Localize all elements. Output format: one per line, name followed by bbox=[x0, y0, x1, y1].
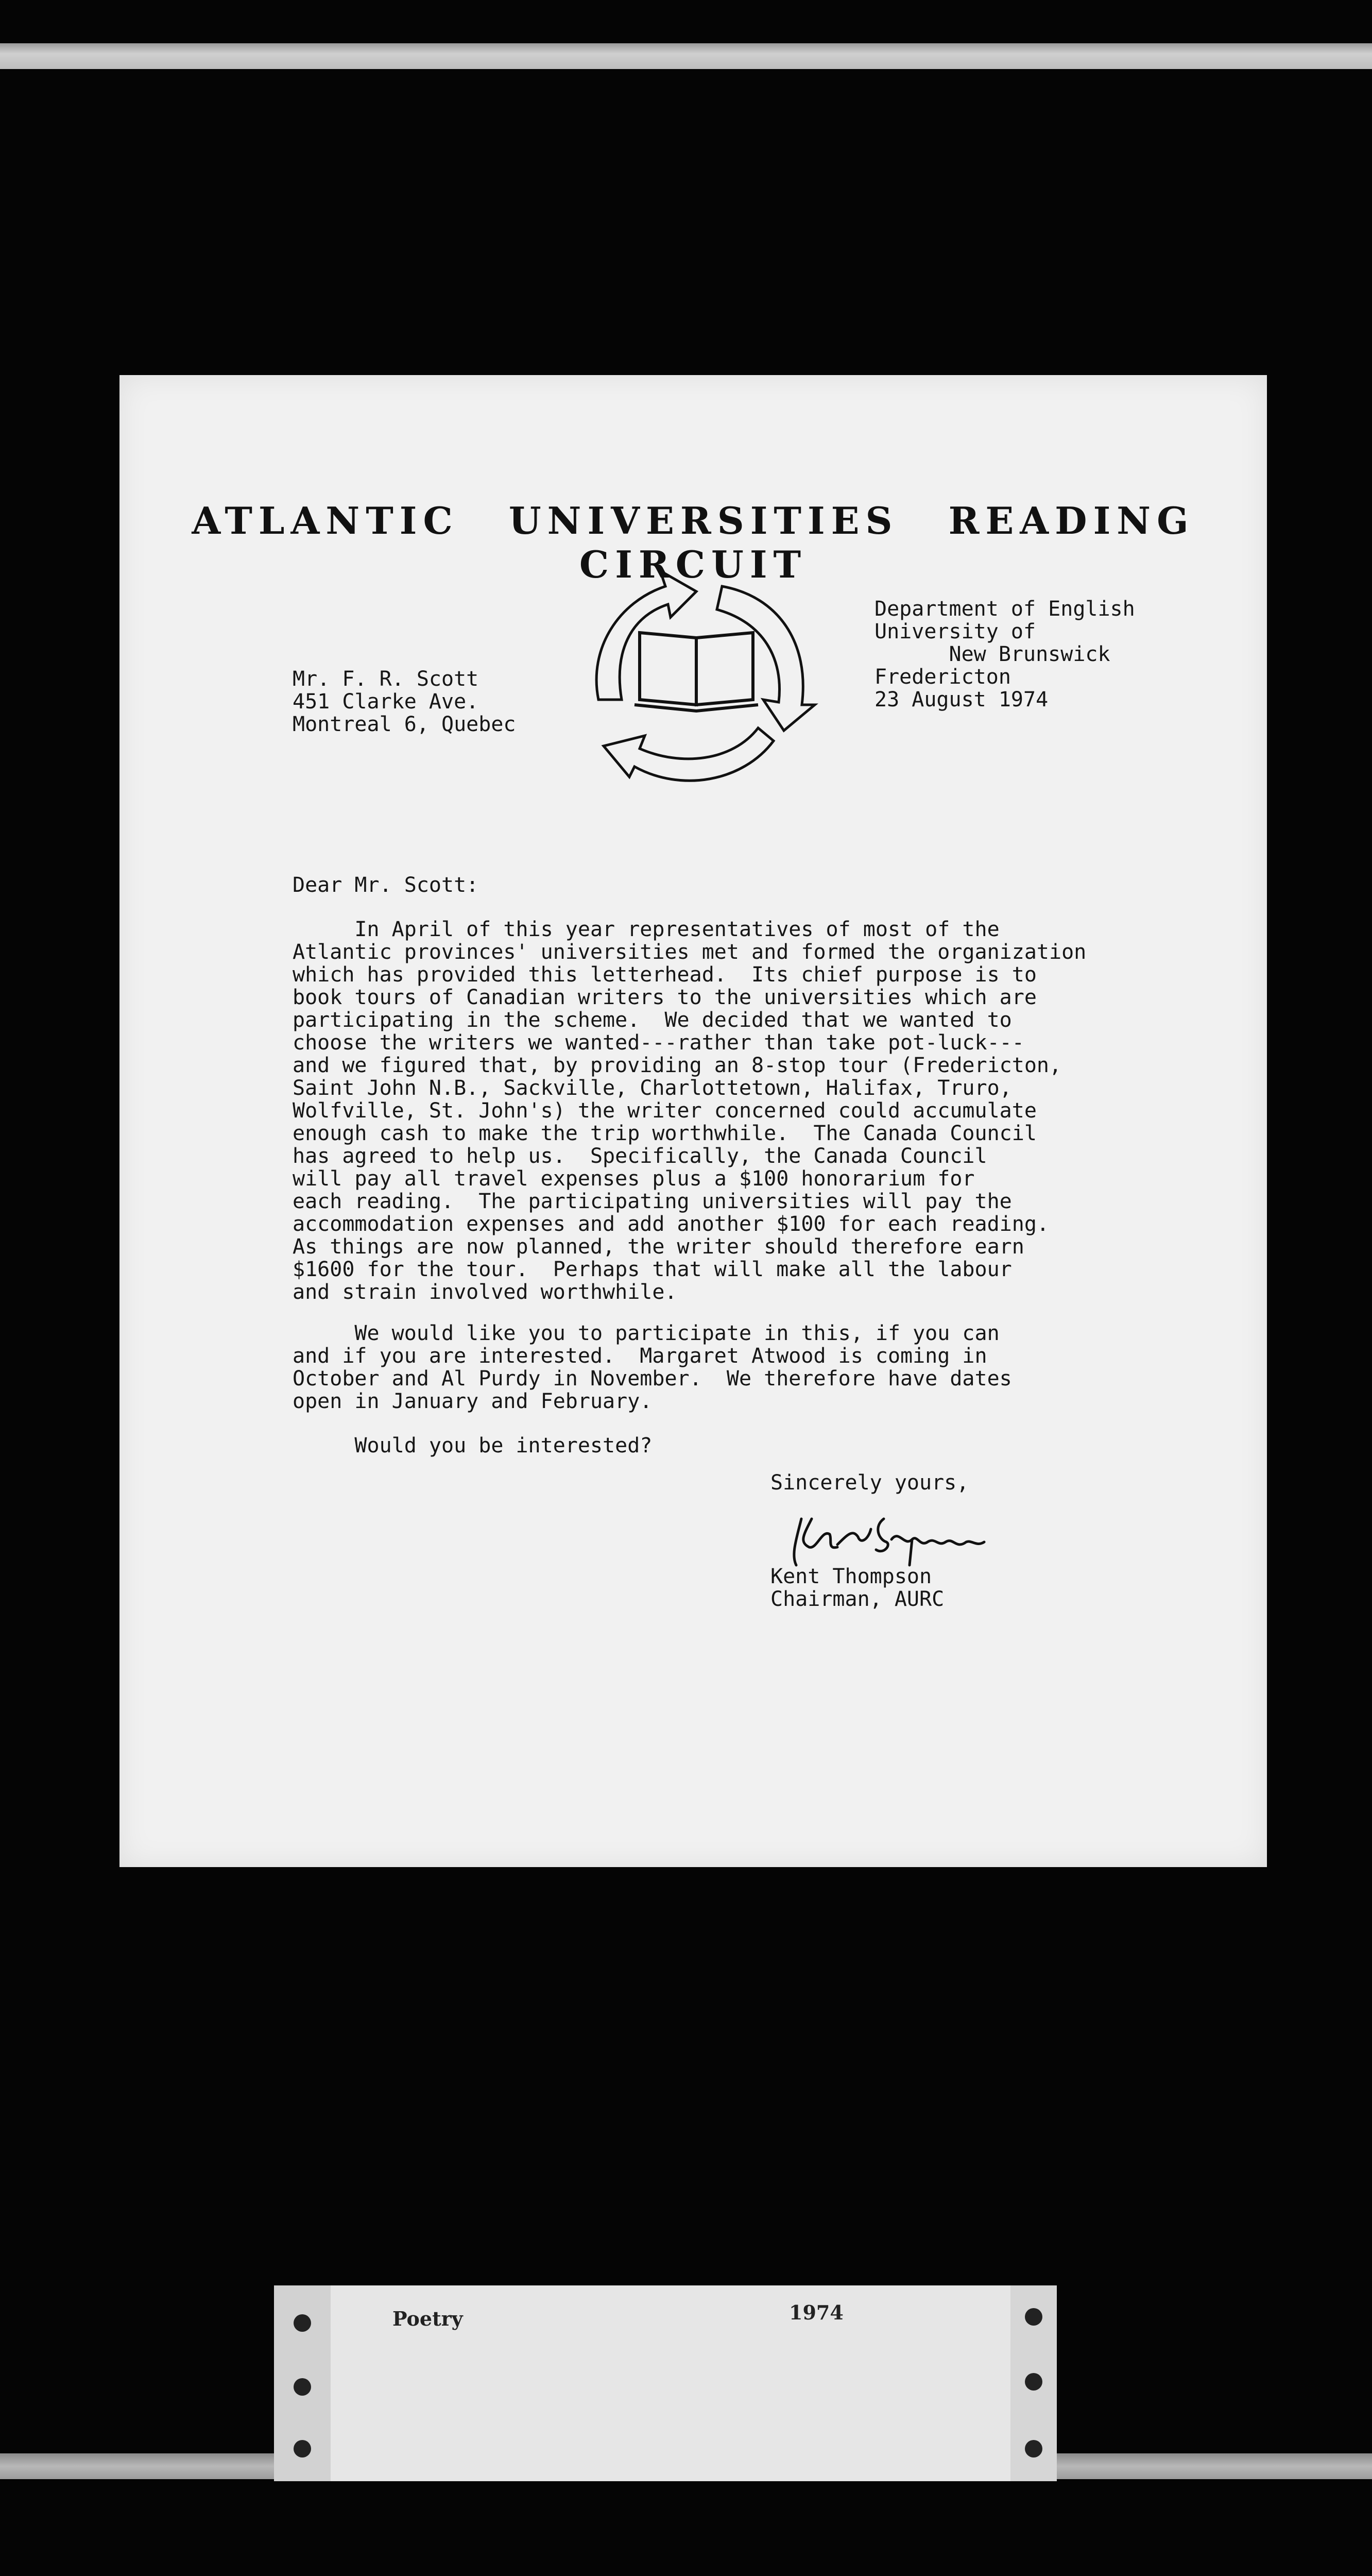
letterhead-title: ATLANTIC UNIVERSITIES READING CIRCUIT bbox=[192, 499, 1195, 586]
letter-date: 23 August 1974 bbox=[874, 688, 1049, 711]
sender-line-1: Department of English bbox=[874, 597, 1135, 621]
punch-hole-icon bbox=[1025, 2308, 1042, 2326]
text-line: each reading. The participating universities will pay the bbox=[293, 1190, 1012, 1213]
folder-tab bbox=[274, 2285, 1057, 2481]
closing: Sincerely yours, bbox=[770, 1471, 969, 1495]
signer-block bbox=[770, 1565, 944, 1611]
paragraph-2 bbox=[293, 1322, 1012, 1413]
film-strip-top bbox=[0, 43, 1372, 69]
sender-line-4: Fredericton bbox=[874, 665, 1011, 689]
text-line: Atlantic provinces' universities met and formed the organization bbox=[293, 940, 1087, 964]
paragraph-1 bbox=[293, 918, 1086, 1303]
sender-address bbox=[874, 598, 1135, 711]
text-line: and if you are interested. Margaret Atwood is coming in bbox=[293, 1344, 987, 1368]
text-line: accommodation expenses and add another $100 for each reading. bbox=[293, 1212, 1050, 1236]
text-line: We would like you to participate in this, if you can bbox=[293, 1321, 1000, 1345]
paragraph-3: Would you be interested? bbox=[293, 1434, 653, 1458]
text-line: As things are now planned, the writer should therefore earn bbox=[293, 1235, 1024, 1259]
book-cycle-logo-icon bbox=[568, 550, 835, 839]
punch-hole-icon bbox=[294, 2440, 311, 2458]
text-line: and strain involved worthwhile. bbox=[293, 1280, 677, 1304]
text-line: In April of this year representatives of most of the bbox=[293, 918, 1000, 941]
recipient-name: Mr. F. R. Scott bbox=[293, 667, 479, 691]
punch-hole-icon bbox=[1025, 2440, 1042, 2458]
punch-hole-icon bbox=[294, 2378, 311, 2396]
text-line: choose the writers we wanted---rather than take pot-luck--- bbox=[293, 1031, 1024, 1055]
text-line: Wolfville, St. John's) the writer concerned could accumulate bbox=[293, 1099, 1037, 1123]
folder-tab-year: 1974 bbox=[789, 2301, 844, 2324]
text-line: book tours of Canadian writers to the universities which are bbox=[293, 986, 1037, 1009]
text-line: and we figured that, by providing an 8-stop tour (Fredericton, bbox=[293, 1054, 1062, 1077]
text-line: open in January and February. bbox=[293, 1389, 653, 1413]
text-line: participating in the scheme. We decided that we wanted to bbox=[293, 1008, 1012, 1032]
signer-name: Kent Thompson bbox=[770, 1565, 932, 1588]
text-line: enough cash to make the trip worthwhile. The Canada Council bbox=[293, 1122, 1037, 1145]
sender-line-3: New Brunswick bbox=[874, 642, 1110, 666]
text-line: which has provided this letterhead. Its chief purpose is to bbox=[293, 963, 1037, 987]
text-line: $1600 for the tour. Perhaps that will make all the labour bbox=[293, 1258, 1012, 1281]
handwritten-signature bbox=[781, 1498, 997, 1575]
punch-hole-icon bbox=[294, 2314, 311, 2332]
salutation: Dear Mr. Scott: bbox=[293, 873, 479, 897]
signer-title: Chairman, AURC bbox=[770, 1587, 945, 1611]
recipient-address bbox=[293, 668, 516, 736]
recipient-street: 451 Clarke Ave. bbox=[293, 690, 479, 714]
text-line: has agreed to help us. Specifically, the Canada Council bbox=[293, 1144, 987, 1168]
sender-line-2: University of bbox=[874, 620, 1036, 643]
text-line: will pay all travel expenses plus a $100 honorarium for bbox=[293, 1167, 975, 1191]
punch-hole-icon bbox=[1025, 2373, 1042, 2391]
recipient-city: Montreal 6, Quebec bbox=[293, 713, 516, 736]
folder-tab-label: Poetry bbox=[392, 2307, 463, 2330]
letter-page bbox=[119, 375, 1267, 1867]
text-line: October and Al Purdy in November. We therefore have dates bbox=[293, 1367, 1012, 1391]
text-line: Saint John N.B., Sackville, Charlottetown, Halifax, Truro, bbox=[293, 1076, 1012, 1100]
